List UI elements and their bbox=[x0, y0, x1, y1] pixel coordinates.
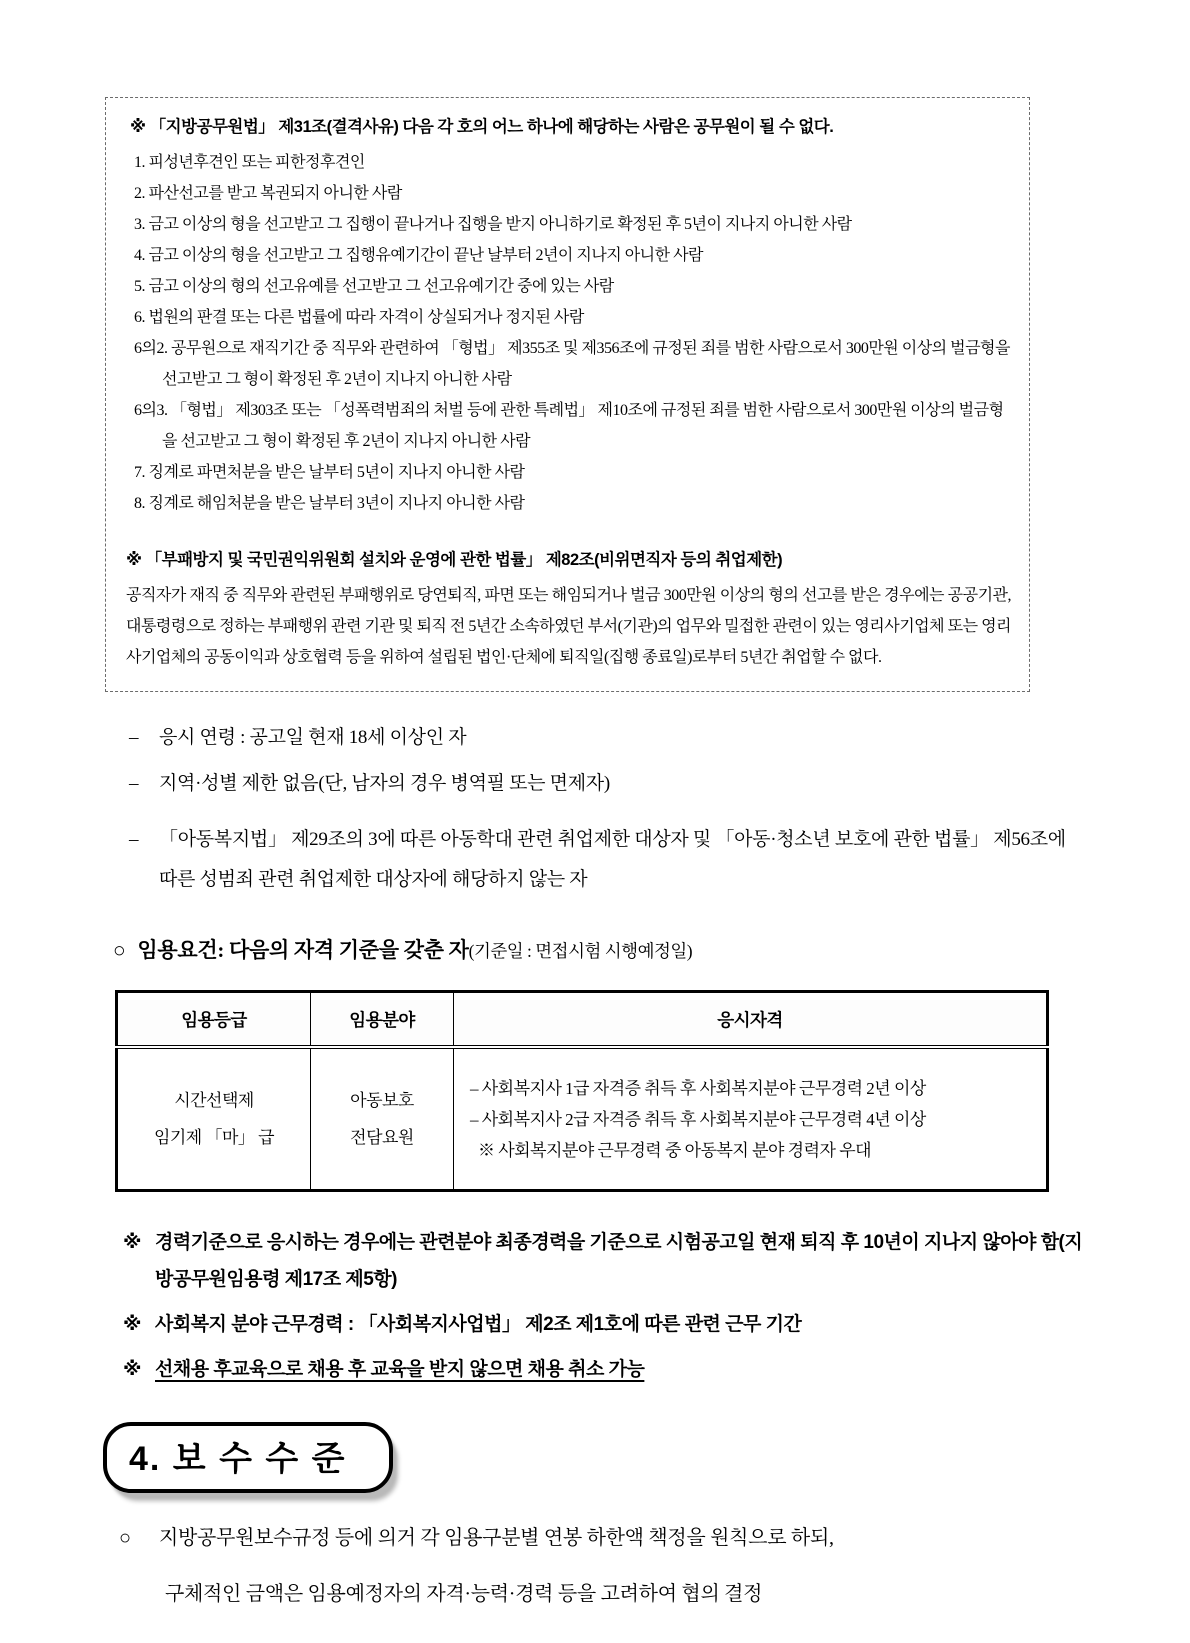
law-heading: ※ 「지방공무원법」 제31조(결격사유) 다음 각 호의 어느 하나에 해당하는 사람은 공무원이 될 수 없다. bbox=[130, 118, 834, 136]
salary-section-header bbox=[103, 1422, 1135, 1493]
qualification-table bbox=[115, 990, 1049, 1192]
disqualification-box bbox=[105, 97, 1030, 692]
employment-restriction-heading: ※ 「부패방지 및 국민권익위원회 설치와 운영에 관한 법률」 제82조(비위면직자 등의 취업제한) bbox=[126, 551, 783, 569]
header-qualification: 응시자격 bbox=[454, 992, 1048, 1048]
note-item bbox=[123, 1351, 1085, 1388]
cell-grade bbox=[117, 1047, 311, 1191]
notes-list bbox=[123, 1224, 1135, 1388]
grade-line: 시간선택제 bbox=[174, 1091, 254, 1110]
salary-body bbox=[119, 1515, 1135, 1617]
disqualification-item: 6. 법원의 판결 또는 다른 법률에 따라 자격이 상실되거나 정지된 사람 bbox=[134, 309, 584, 326]
qualification-line: – 사회복지사 1급 자격증 취득 후 사회복지분야 근무경력 2년 이상 bbox=[470, 1078, 926, 1098]
header-field: 임용분야 bbox=[311, 992, 454, 1048]
dash-marker: – bbox=[129, 727, 139, 748]
note-item bbox=[123, 1224, 1085, 1298]
note-text-underlined: 선채용 후교육으로 채용 후 교육을 받지 않으면 채용 취소 가능 bbox=[155, 1359, 645, 1380]
disqualification-item: 3. 금고 이상의 형을 선고받고 그 집행이 끝나거나 집행을 받지 아니하기로 확정된 후 5년이 지나지 아니한 사람 bbox=[134, 216, 852, 233]
grade-line: 임기제 「마」 급 bbox=[153, 1128, 275, 1147]
requirements-heading bbox=[113, 934, 1135, 964]
salary-line: 구체적인 금액은 임용예정자의 자격·능력·경력 등을 고려하여 협의 결정 bbox=[165, 1583, 763, 1605]
qualification-note: ※ 사회복지분야 근무경력 중 아동복지 분야 경력자 우대 bbox=[478, 1140, 872, 1160]
note-text: 경력기준으로 응시하는 경우에는 관련분야 최종경력을 기준으로 시험공고일 현재 퇴직 후 10년이 지나지 않아야 함(지방공무원임용령 제17조 제5항) bbox=[155, 1232, 1083, 1290]
field-line: 아동보호 bbox=[350, 1091, 414, 1110]
requirements-heading-text: 임용요건: 다음의 자격 기준을 갖춘 자 bbox=[137, 938, 469, 962]
disqualification-item: 2. 파산선고를 받고 복권되지 아니한 사람 bbox=[134, 185, 402, 202]
salary-line bbox=[119, 1515, 1099, 1561]
field-line: 전담요원 bbox=[350, 1128, 414, 1147]
table-header-row bbox=[117, 992, 1048, 1048]
cell-qualification bbox=[454, 1047, 1048, 1191]
salary-text: 지방공무원보수규정 등에 의거 각 임용구분별 연봉 하한액 책정을 원칙으로 하되, bbox=[159, 1527, 834, 1549]
dash-marker: – bbox=[129, 829, 139, 850]
circle-marker: ○ bbox=[119, 1527, 131, 1549]
disqualification-item: 8. 징계로 해임처분을 받은 날부터 3년이 지나지 아니한 사람 bbox=[134, 495, 525, 512]
disqualification-item: 6의3. 「형법」 제303조 또는 「성폭력범죄의 처벌 등에 관한 특례법」 제10조에 규정된 죄를 범한 사람으로서 300만원 이상의 벌금형을 선고받고 그 형이 확정된 후 2년이 지나지 아니한 사람 bbox=[134, 402, 1004, 450]
disqualification-item: 7. 징계로 파면처분을 받은 날부터 5년이 지나지 아니한 사람 bbox=[134, 464, 525, 481]
condition-item bbox=[129, 764, 1079, 804]
section-badge: 4. 보 수 수 준 bbox=[103, 1422, 393, 1493]
condition-text: 「아동복지법」 제29조의 3에 따른 아동학대 관련 취업제한 대상자 및 「아동·청소년 보호에 관한 법률」 제56조에 따른 성범죄 관련 취업제한 대상자에 해당하지 않는 자 bbox=[159, 829, 1066, 890]
employment-restriction-body: 공직자가 재직 중 직무와 관련된 부패행위로 당연퇴직, 파면 또는 해임되거나 벌금 300만원 이상의 형의 선고를 받은 경우에는 공공기관, 대통령령으로 정하는 부패행위 관련 기관 및 퇴직 전 5년간 소속하였던 부서(기관)의 업무와 밀접한 관련이 있는 영리사기업체 또는 영리사기업체의 공동이익과 상호협력 등을 위하여 설립된 법인·단체에 퇴직일(집행 종료일)로부터 5년간 취업할 수 없다. bbox=[126, 587, 1011, 666]
disqualification-item: 1. 피성년후견인 또는 피한정후견인 bbox=[134, 154, 365, 171]
conditions-list bbox=[129, 718, 1135, 900]
note-text: 사회복지 분야 근무경력 : 「사회복지사업법」 제2조 제1호에 따른 관련 근무 기간 bbox=[155, 1314, 802, 1335]
table-row bbox=[117, 1047, 1048, 1191]
cell-field bbox=[311, 1047, 454, 1191]
disqualification-item: 6의2. 공무원으로 재직기간 중 직무와 관련하여 「형법」 제355조 및 제356조에 규정된 죄를 범한 사람으로서 300만원 이상의 벌금형을 선고받고 그 형이 확정된 후 2년이 지나지 아니한 사람 bbox=[134, 340, 1010, 388]
qualification-line: – 사회복지사 2급 자격증 취득 후 사회복지분야 근무경력 4년 이상 bbox=[470, 1109, 926, 1129]
dash-marker: – bbox=[129, 773, 139, 794]
disqualification-item: 4. 금고 이상의 형을 선고받고 그 집행유예기간이 끝난 날부터 2년이 지나지 아니한 사람 bbox=[134, 247, 704, 264]
disqualification-item: 5. 금고 이상의 형의 선고유예를 선고받고 그 선고유예기간 중에 있는 사람 bbox=[134, 278, 614, 295]
header-grade: 임용등급 bbox=[117, 992, 311, 1048]
note-item bbox=[123, 1306, 1085, 1343]
condition-item bbox=[129, 718, 1079, 758]
requirements-heading-note: (기준일 : 면접시험 시행예정일) bbox=[468, 941, 693, 961]
circle-marker: ○ bbox=[113, 939, 126, 962]
condition-text: 지역·성별 제한 없음(단, 남자의 경우 병역필 또는 면제자) bbox=[159, 773, 610, 794]
condition-item bbox=[129, 820, 1079, 900]
reference-mark: ※ bbox=[123, 1314, 141, 1335]
reference-mark: ※ bbox=[123, 1232, 141, 1253]
condition-text: 응시 연령 : 공고일 현재 18세 이상인 자 bbox=[159, 727, 467, 748]
reference-mark: ※ bbox=[123, 1359, 141, 1380]
